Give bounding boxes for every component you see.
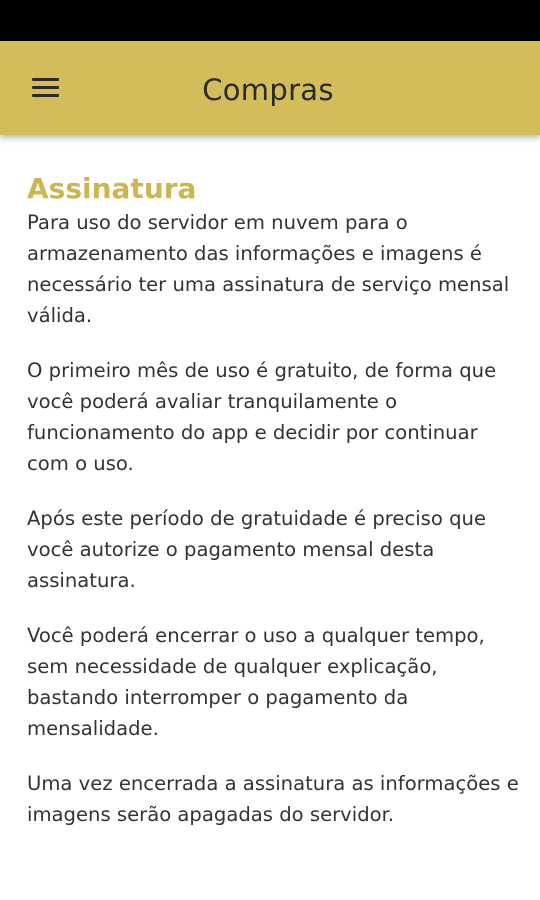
app-bar (0, 41, 540, 135)
paragraph-cancel-anytime: Você poderá encerrar o uso a qualquer tempo, sem necessidade de qualquer explicação, bastando interromper o pagamento da mensalidade. (27, 624, 485, 740)
paragraph-authorize-payment: Após este período de gratuidade é preciso que você autorize o pagamento mensal desta assinatura. (27, 507, 487, 592)
subscription-content (27, 172, 522, 854)
section-heading: Assinatura (27, 172, 197, 205)
paragraph-free-month: O primeiro mês de uso é gratuito, de forma que você poderá avaliar tranquilamente o funcionamento do app e decidir por continuar com o uso. (27, 359, 497, 475)
status-bar (0, 0, 540, 41)
page-title: Compras (202, 73, 334, 107)
paragraph-cloud-storage: Para uso do servidor em nuvem para o armazenamento das informações e imagens é necessário ter uma assinatura de serviço mensal válida. (27, 211, 510, 327)
paragraph-data-deletion: Uma vez encerrada a assinatura as informações e imagens serão apagadas do servidor. (27, 772, 519, 826)
